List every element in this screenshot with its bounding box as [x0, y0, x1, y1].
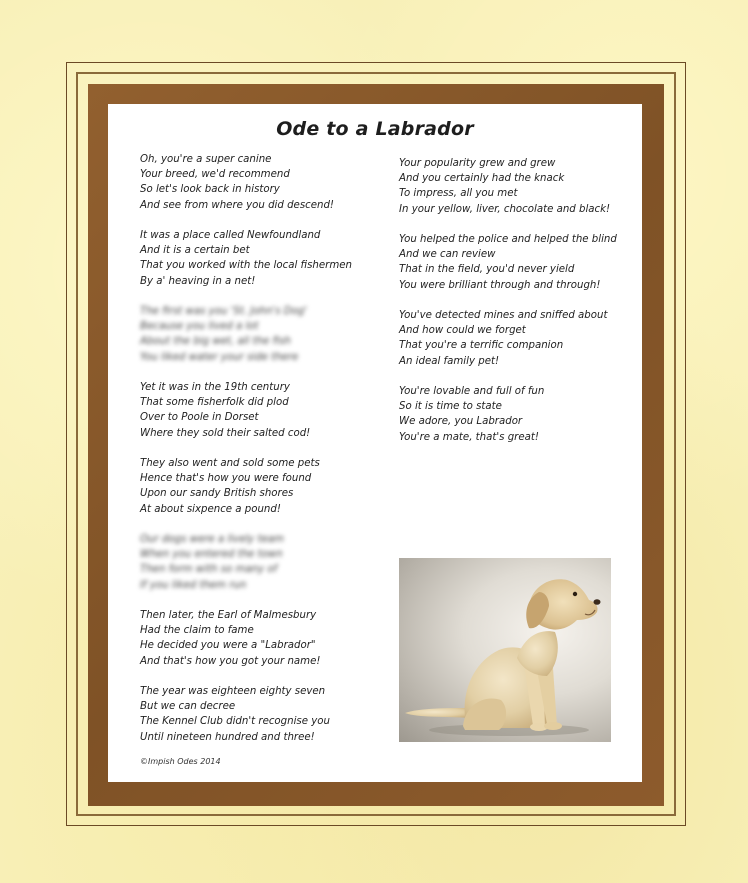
copyright-notice: ©Impish Odes 2014	[140, 757, 221, 766]
poem-right-column	[399, 156, 635, 460]
poem-line: An ideal family pet!	[399, 355, 500, 367]
poem-line: By a' heaving in a net!	[140, 275, 256, 287]
poem-line: Our dogs were a lively team	[140, 534, 284, 545]
poem-line: Then later, the Earl of Malmesbury	[140, 610, 317, 621]
stanza	[140, 380, 380, 441]
poem-line: You were brilliant through and through!	[399, 279, 601, 291]
stanza	[140, 152, 380, 213]
poem-line: When you entered the town	[140, 549, 283, 561]
poem-line: And we can review	[399, 249, 496, 261]
poem-line: And you certainly had the knack	[399, 173, 565, 185]
poem-line: Oh, you're a super canine	[140, 154, 272, 165]
poem-line: The first was you 'St. John's Dog'	[140, 306, 308, 317]
poem-line: Then form with so many of	[140, 564, 278, 576]
poem-line: But we can decree	[140, 701, 236, 713]
poem-line: That you worked with the local fishermen	[140, 260, 352, 272]
poem-line: He decided you were a "Labrador"	[140, 640, 316, 652]
poem-line: So it is time to state	[399, 401, 502, 413]
poem-line: Until nineteen hundred and three!	[140, 731, 315, 743]
poem-line: Hence that's how you were found	[140, 473, 312, 485]
poem-title: Ode to a Labrador	[276, 118, 474, 140]
stanza	[399, 308, 635, 369]
poem-line: That in the field, you'd never yield	[399, 264, 575, 276]
poem-line: That you're a terrific companion	[399, 340, 564, 352]
poem-line: So let's look back in history	[140, 184, 280, 196]
poem-line: You helped the police and helped the blind	[399, 234, 617, 245]
poem-line: And how could we forget	[399, 325, 526, 337]
poem-line: And that's how you got your name!	[140, 655, 321, 667]
poem-line: You're lovable and full of fun	[399, 386, 545, 397]
blurred-stanza	[140, 532, 380, 593]
stanza	[399, 156, 635, 217]
poem-line: That some fisherfolk did plod	[140, 397, 289, 409]
poem-line: You've detected mines and sniffed about	[399, 310, 608, 321]
poem-line: You're a mate, that's great!	[399, 431, 539, 443]
stanza	[140, 608, 380, 669]
poem-line: Your breed, we'd recommend	[140, 169, 290, 181]
poem-line: They also went and sold some pets	[140, 458, 320, 469]
blurred-stanza	[140, 304, 380, 365]
stanza	[140, 684, 380, 745]
poem-line: The Kennel Club didn't recognise you	[140, 716, 330, 728]
poem-line: Your popularity grew and grew	[399, 158, 556, 169]
labrador-puppy-image	[399, 558, 611, 742]
poem-left-column	[140, 152, 380, 760]
poem-line: And it is a certain bet	[140, 245, 250, 257]
poem-line: Because you lived a lot	[140, 321, 259, 333]
poem-line: If you liked them run	[140, 579, 247, 591]
poem-line: At about sixpence a pound!	[140, 503, 281, 515]
poem-sheet	[108, 104, 642, 782]
poem-line: To impress, all you met	[399, 188, 518, 200]
stanza	[140, 228, 380, 289]
stanza	[399, 384, 635, 445]
poem-line: The year was eighteen eighty seven	[140, 686, 326, 697]
stanza	[140, 456, 380, 517]
labrador-illustration	[399, 558, 611, 742]
poem-line: About the big wet, all the fish	[140, 336, 291, 348]
poem-line: You liked water your side there	[140, 351, 299, 363]
stanza	[399, 232, 635, 293]
poem-line: We adore, you Labrador	[399, 416, 523, 428]
poem-line: And see from where you did descend!	[140, 199, 335, 211]
poem-line: Upon our sandy British shores	[140, 488, 294, 500]
poem-line: In your yellow, liver, chocolate and black!	[399, 203, 611, 215]
poem-line: It was a place called Newfoundland	[140, 230, 321, 241]
poem-line: Over to Poole in Dorset	[140, 412, 259, 424]
poem-line: Had the claim to fame	[140, 625, 254, 637]
poem-line: Yet it was in the 19th century	[140, 382, 290, 393]
poem-line: Where they sold their salted cod!	[140, 427, 311, 439]
